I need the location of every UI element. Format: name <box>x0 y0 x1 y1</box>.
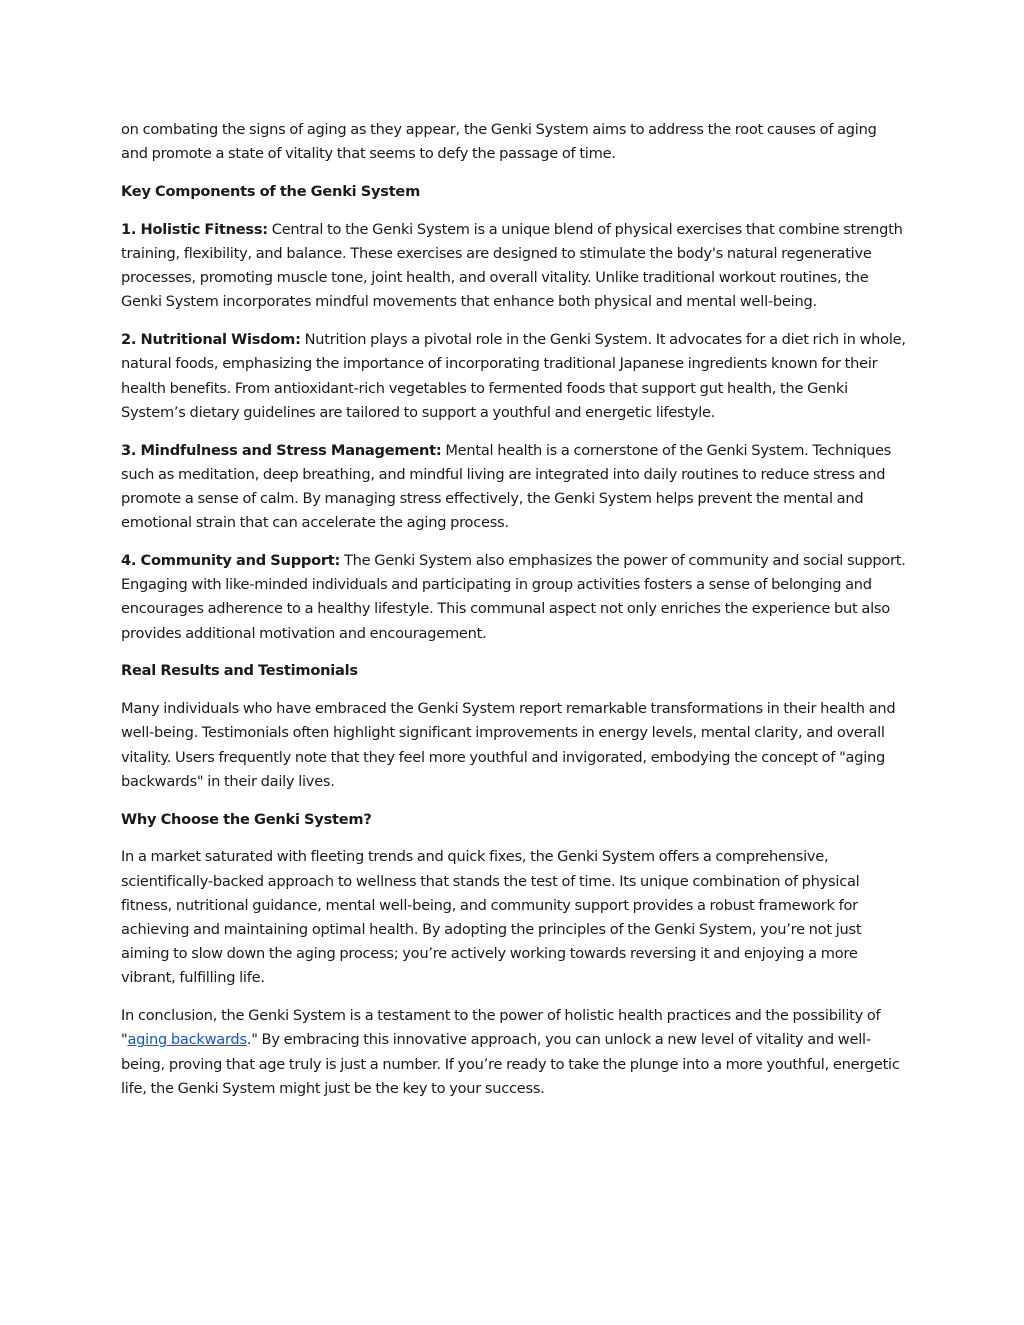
conclusion-text-before: In conclusion, the Genki System is a testament to the power of holistic health practices and the possibility of " <box>121 1007 881 1049</box>
component-mindfulness <box>121 439 906 536</box>
results-paragraph: Many individuals who have embraced the Genki System report remarkable transformations in their health and well-being. Testimonials often highlight significant improvements in energy levels, mental clarity, and overall vitality. Users frequently note that they feel more youthful and invigorated, embodying the concept of "aging backwards" in their daily lives. <box>121 700 896 790</box>
why-heading: Why Choose the Genki System? <box>121 810 372 828</box>
document-page <box>121 118 906 1115</box>
aging-backwards-link[interactable]: aging backwards <box>127 1031 247 1049</box>
conclusion-paragraph <box>121 1004 906 1101</box>
results-heading: Real Results and Testimonials <box>121 662 358 680</box>
component-community <box>121 549 906 646</box>
component-body: Nutrition plays a pivotal role in the Genki System. It advocates for a diet rich in whole, natural foods, emphasizing the importance of incorporating traditional Japanese ingredients known for their health benefits. From antioxidant-rich vegetables to fermented foods that support gut health, the Genki System’s dietary guidelines are tailored to support a youthful and energetic lifestyle. <box>121 331 906 421</box>
component-lead: 3. Mindfulness and Stress Management: <box>121 441 442 459</box>
component-holistic-fitness <box>121 218 906 315</box>
component-lead: 1. Holistic Fitness: <box>121 220 268 238</box>
why-paragraph: In a market saturated with fleeting trends and quick fixes, the Genki System offers a comprehensive, scientifically-backed approach to wellness that stands the test of time. Its unique combination of physical fitness, nutritional guidance, mental well-being, and community support provides a robust framework for achieving and maintaining optimal health. By adopting the principles of the Genki System, you’re not just aiming to slow down the aging process; you’re actively working towards reversing it and enjoying a more vibrant, fulfilling life. <box>121 848 862 987</box>
key-components-heading: Key Components of the Genki System <box>121 183 421 200</box>
component-body: Central to the Genki System is a unique blend of physical exercises that combine strength training, flexibility, and balance. These exercises are designed to stimulate the body's natural regenerative processes, promoting muscle tone, joint health, and overall vitality. Unlike traditional workout routines, the Genki System incorporates mindful movements that enhance both physical and mental well-being. <box>121 220 903 311</box>
component-body: Mental health is a cornerstone of the Genki System. Techniques such as meditation, deep breathing, and mindful living are integrated into daily routines to reduce stress and promote a sense of calm. By managing stress effectively, the Genki System helps prevent the mental and emotional strain that can accelerate the aging process. <box>121 441 892 532</box>
intro-paragraph: on combating the signs of aging as they appear, the Genki System aims to address the root causes of aging and promote a state of vitality that seems to defy the passage of time. <box>121 121 877 163</box>
component-lead: 2. Nutritional Wisdom: <box>121 331 301 349</box>
conclusion-text-after: ." By embracing this innovative approach, you can unlock a new level of vitality and well-being, proving that age truly is just a number. If you’re ready to take the plunge into a more youthful, energetic life, the Genki System might just be the key to your success. <box>121 1031 900 1097</box>
component-body: The Genki System also emphasizes the power of community and social support. Engaging with like-minded individuals and participating in group activities fosters a sense of belonging and encourages adherence to a healthy lifestyle. This communal aspect not only enriches the experience but also provides additional motivation and encouragement. <box>121 552 906 642</box>
component-lead: 4. Community and Support: <box>121 552 341 570</box>
component-nutritional-wisdom <box>121 328 906 425</box>
